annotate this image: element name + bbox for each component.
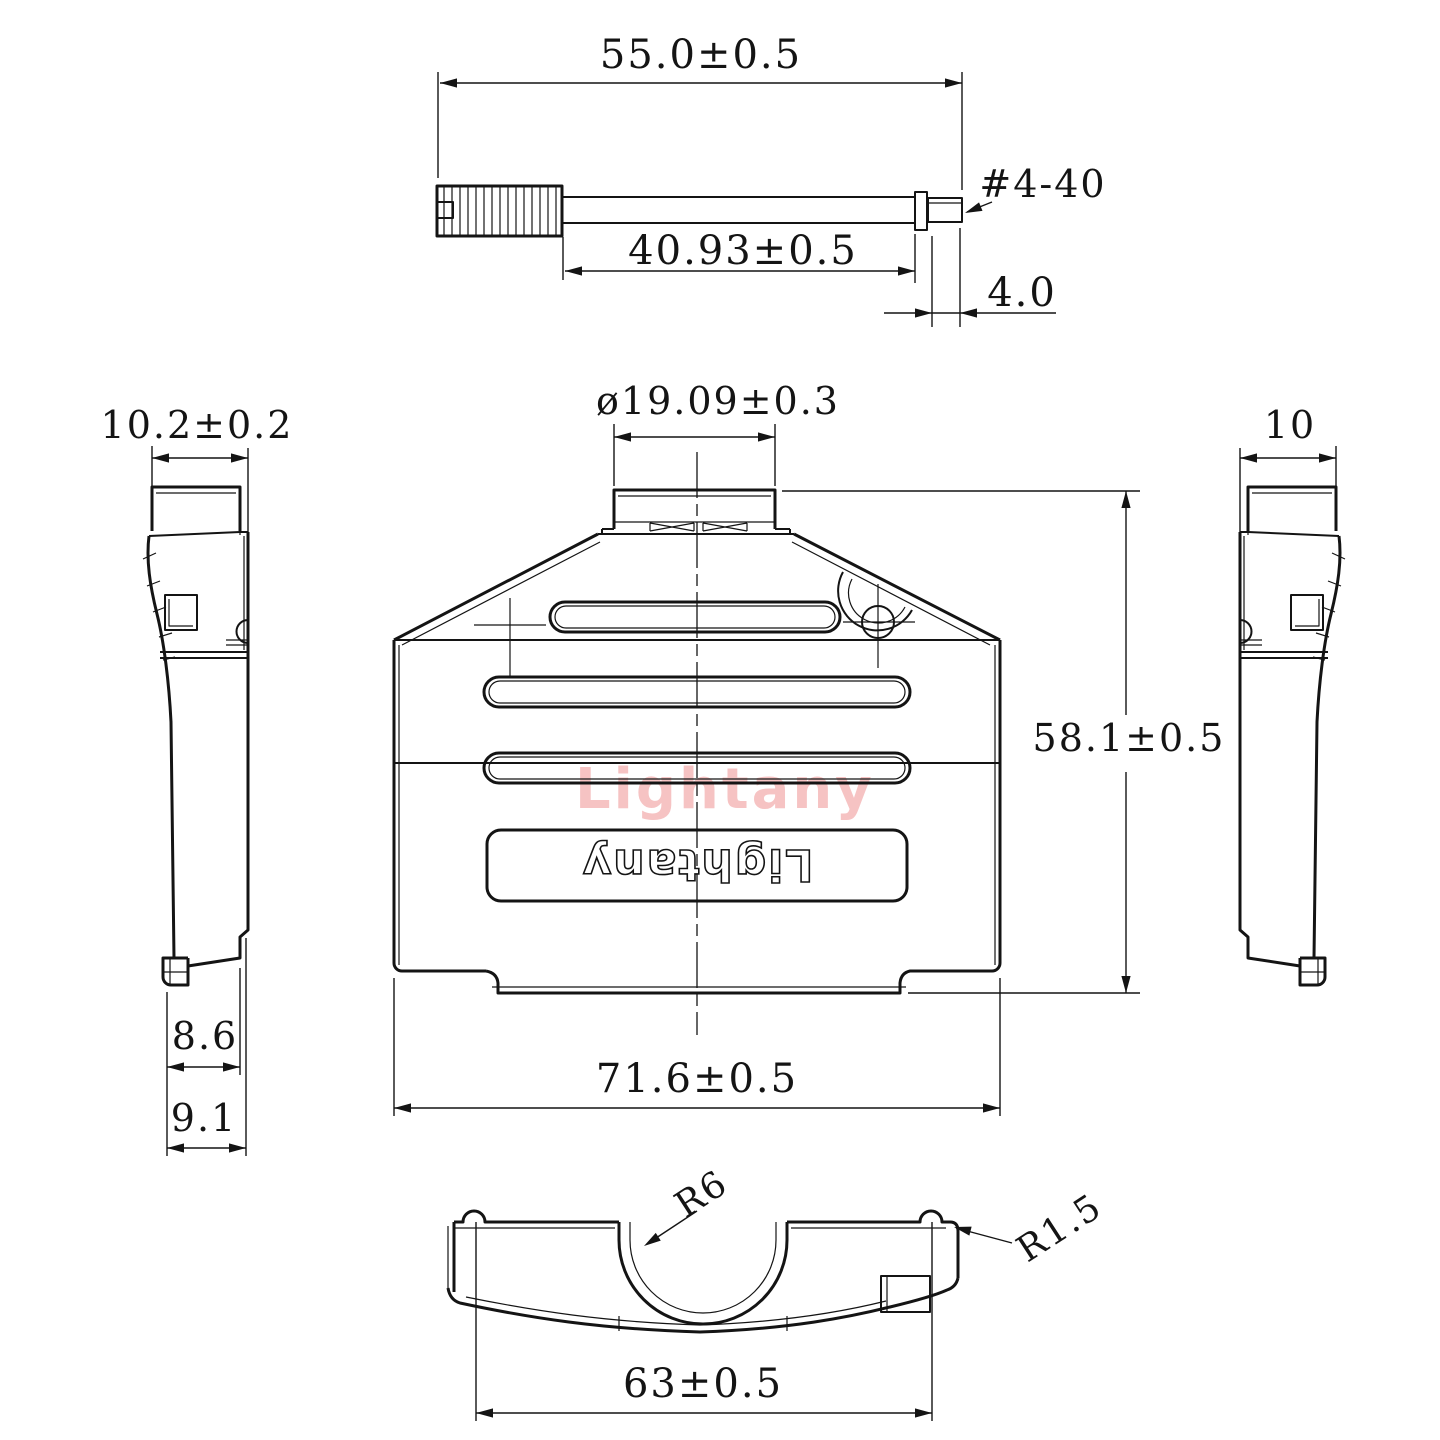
view-bottom [448, 1162, 1110, 1421]
dim-foot-depth: 9.1 [170, 1096, 238, 1140]
watermark-text: Lightany [575, 757, 875, 822]
jackscrew-flange [915, 192, 927, 230]
view-front [394, 379, 1225, 1116]
view-jackscrew [437, 32, 1107, 327]
knurl-hatch [444, 187, 556, 235]
right-side-profile [1240, 487, 1345, 985]
dim-cable-groove-radius: R6 [667, 1162, 736, 1227]
dim-corner-radius: R1.5 [1009, 1186, 1110, 1271]
view-right-side [1240, 403, 1345, 985]
dim-cable-entry-diameter: ø19.09±0.3 [596, 379, 840, 423]
left-screw-crosshair [474, 598, 546, 676]
jackscrew-threaded-tip [928, 198, 962, 222]
dim-side-width: 10.2±0.2 [100, 403, 294, 447]
dim-thread-length: 4.0 [987, 270, 1057, 316]
dim-foot-offset: 8.6 [171, 1014, 239, 1058]
dim-shaft-length: 40.93±0.5 [628, 228, 858, 274]
left-side-profile [143, 487, 248, 985]
dim-hood-height: 58.1±0.5 [1032, 716, 1226, 760]
head-slot [437, 202, 453, 218]
dim-hood-width: 71.6±0.5 [595, 1056, 799, 1102]
dim-overall-length: 55.0±0.5 [599, 32, 803, 78]
label-thread-spec: #4-40 [979, 162, 1107, 206]
embossed-logo-text: Lightany [580, 839, 814, 890]
jackscrew-shaft [562, 197, 915, 223]
dim-right-side-width: 10 [1263, 403, 1317, 447]
dim-screw-span: 63±0.5 [622, 1361, 784, 1407]
view-left-side [101, 403, 294, 1156]
